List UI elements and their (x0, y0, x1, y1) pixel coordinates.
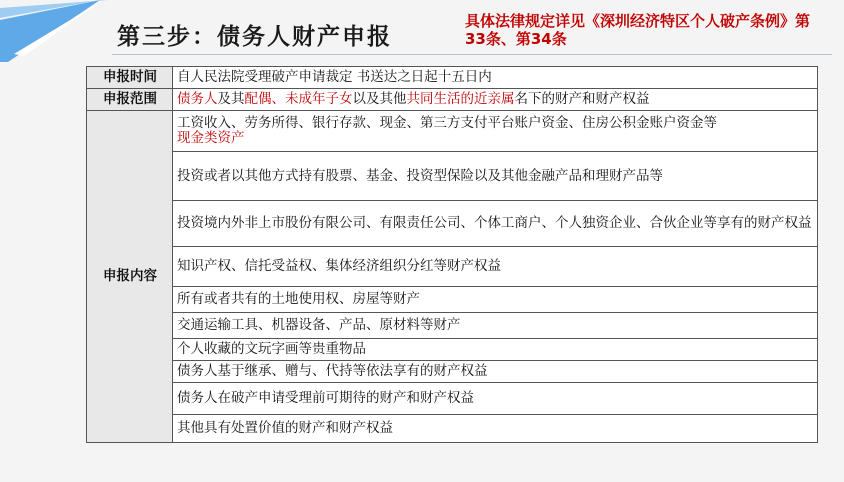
table-row-time (87, 67, 818, 89)
row-value-time: 自人民法院受理破产申请裁定 书送达之日起十五日内 (173, 67, 818, 89)
content-row (87, 339, 818, 361)
content-item: 所有或者共有的土地使用权、房屋等财产 (173, 287, 818, 313)
scope-spouse-children: 配偶、未成年子女 (244, 91, 353, 107)
title-underline (112, 54, 832, 55)
scope-debtor: 债务人 (177, 91, 218, 107)
row-value-scope (173, 89, 818, 111)
scope-relatives: 共同生活的近亲属 (406, 91, 515, 107)
content-item: 债务人在破产申请受理前可期待的财产和财产权益 (173, 383, 818, 415)
content-item-text: 工资收入、劳务所得、银行存款、现金、第三方支付平台账户资金、住房公积金账户资金等 (177, 115, 717, 131)
corner-decoration (0, 0, 110, 62)
content-row (87, 361, 818, 383)
row-label-scope: 申报范围 (87, 89, 173, 111)
content-item (173, 111, 818, 152)
content-row (87, 383, 818, 415)
content-item: 投资或者以其他方式持有股票、基金、投资型保险以及其他金融产品和理财产品等 (173, 152, 818, 201)
content-item: 交通运输工具、机器设备、产品、原材料等财产 (173, 313, 818, 339)
scope-text: 名下的财产和财产权益 (514, 91, 650, 107)
scope-text: 以及其他 (352, 91, 407, 107)
content-row (87, 152, 818, 201)
declaration-table (86, 66, 818, 443)
row-label-content: 申报内容 (87, 111, 173, 443)
content-item: 其他具有处置价值的财产和财产权益 (173, 415, 818, 443)
content-row (87, 247, 818, 287)
content-row (87, 201, 818, 247)
table-row-scope (87, 89, 818, 111)
content-item: 债务人基于继承、赠与、代持等依法享有的财产权益 (173, 361, 818, 383)
page-title: 第三步：债务人财产申报 (117, 24, 392, 50)
content-row (87, 111, 818, 152)
content-item: 知识产权、信托受益权、集体经济组织分红等财产权益 (173, 247, 818, 287)
content-item: 个人收藏的文玩字画等贵重物品 (173, 339, 818, 361)
content-row (87, 415, 818, 443)
law-reference-note: 具体法律规定详见《深圳经济特区个人破产条例》第33条、第34条 (465, 12, 811, 48)
content-row (87, 313, 818, 339)
scope-text: 及其 (217, 91, 245, 107)
content-row (87, 287, 818, 313)
cash-assets-label: 现金类资产 (177, 130, 245, 146)
row-label-time: 申报时间 (87, 67, 173, 89)
content-item: 投资境内外非上市股份有限公司、有限责任公司、个体工商户、个人独资企业、合伙企业等享有的财产权益 (173, 201, 818, 247)
